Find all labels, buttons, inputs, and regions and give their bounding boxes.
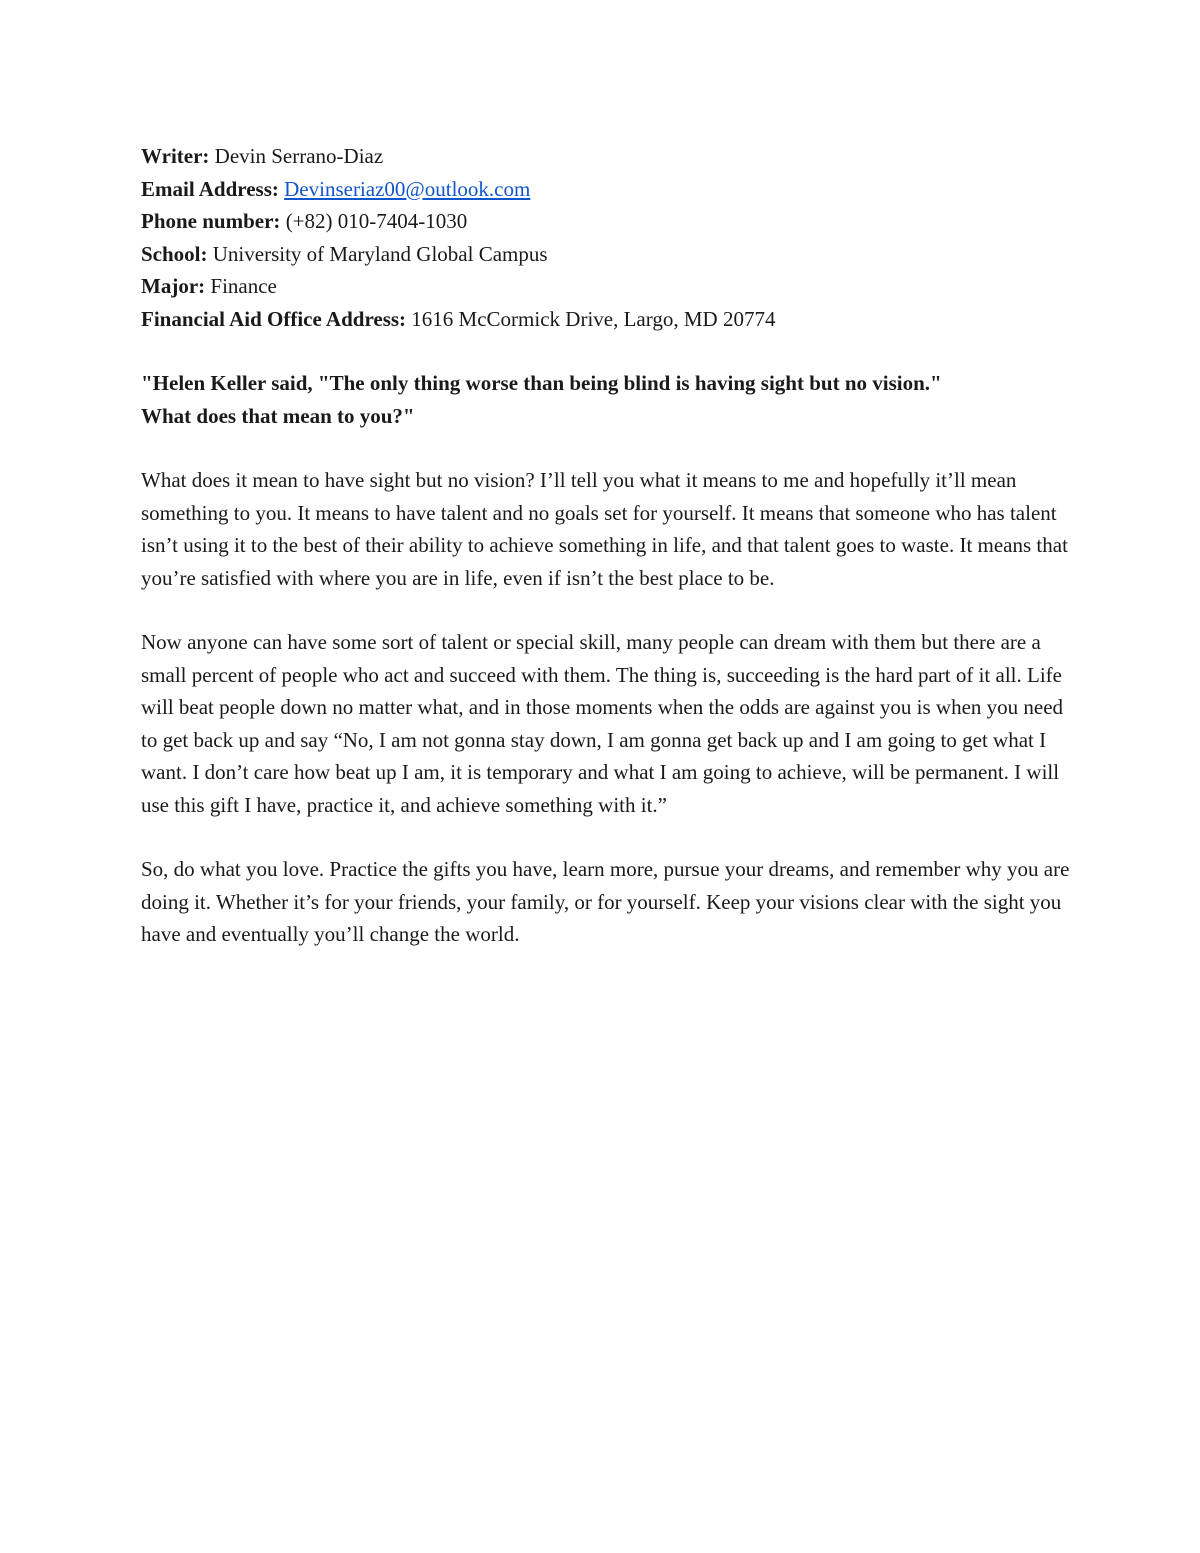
essay-paragraph: So, do what you love. Practice the gifts you have, learn more, pursue your dreams, and remember why you are doing it. Whether it’s for your friends, your family, or for yourself. Keep your visions clear with the sight you have and eventually you’ll change the world. <box>141 857 1070 946</box>
contact-info-block <box>141 140 1071 335</box>
school-value: University of Maryland Global Campus <box>207 241 548 266</box>
major-value: Finance <box>205 274 277 298</box>
writer-value: Devin Serrano-Diaz <box>209 144 384 168</box>
major-line <box>141 270 1071 303</box>
office-address-line <box>141 303 1071 336</box>
phone-value: (+82) 010-7404-1030 <box>280 209 468 233</box>
writer-label: Writer: <box>141 144 210 168</box>
school-label: School: <box>141 241 208 266</box>
email-link[interactable]: Devinseriaz00@outlook.com <box>284 176 531 201</box>
email-line <box>141 173 1071 206</box>
office-address-label: Financial Aid Office Address: <box>141 306 407 331</box>
office-address-value: 1616 McCormick Drive, Largo, MD 20774 <box>406 306 776 331</box>
major-label: Major: <box>141 274 206 298</box>
school-line <box>141 238 1071 271</box>
phone-line <box>141 205 1071 238</box>
prompt-line-1: "Helen Keller said, "The only thing worse than being blind is having sight but no vision." <box>141 371 942 395</box>
essay-paragraph: What does it mean to have sight but no vision? I’ll tell you what it means to me and hopefully it’ll mean something to you. It means to have talent and no goals set for yourself. It means that someone who has talent isn’t using it to the best of their ability to achieve something in life, and that talent goes to waste. It means that you’re satisfied with where you are in life, even if isn’t the best place to be. <box>141 468 1068 590</box>
essay-paragraph: Now anyone can have some sort of talent or special skill, many people can dream with them but there are a small percent of people who act and succeed with them. The thing is, succeeding is the hard part of it all. Life will beat people down no matter what, and in those moments when the odds are against you is when you need to get back up and say “No, I am not gonna stay down, I am gonna get back up and I am going to get what I want. I don’t care how beat up I am, it is temporary and what I am going to achieve, will be permanent. I will use this gift I have, practice it, and achieve something with it.” <box>141 630 1064 817</box>
document-page <box>141 140 1071 951</box>
phone-label: Phone number: <box>141 209 281 233</box>
prompt-line-2: What does that mean to you?" <box>141 403 415 428</box>
email-label: Email Address: <box>141 176 279 201</box>
essay-prompt <box>141 367 1071 432</box>
writer-line <box>141 140 1071 173</box>
